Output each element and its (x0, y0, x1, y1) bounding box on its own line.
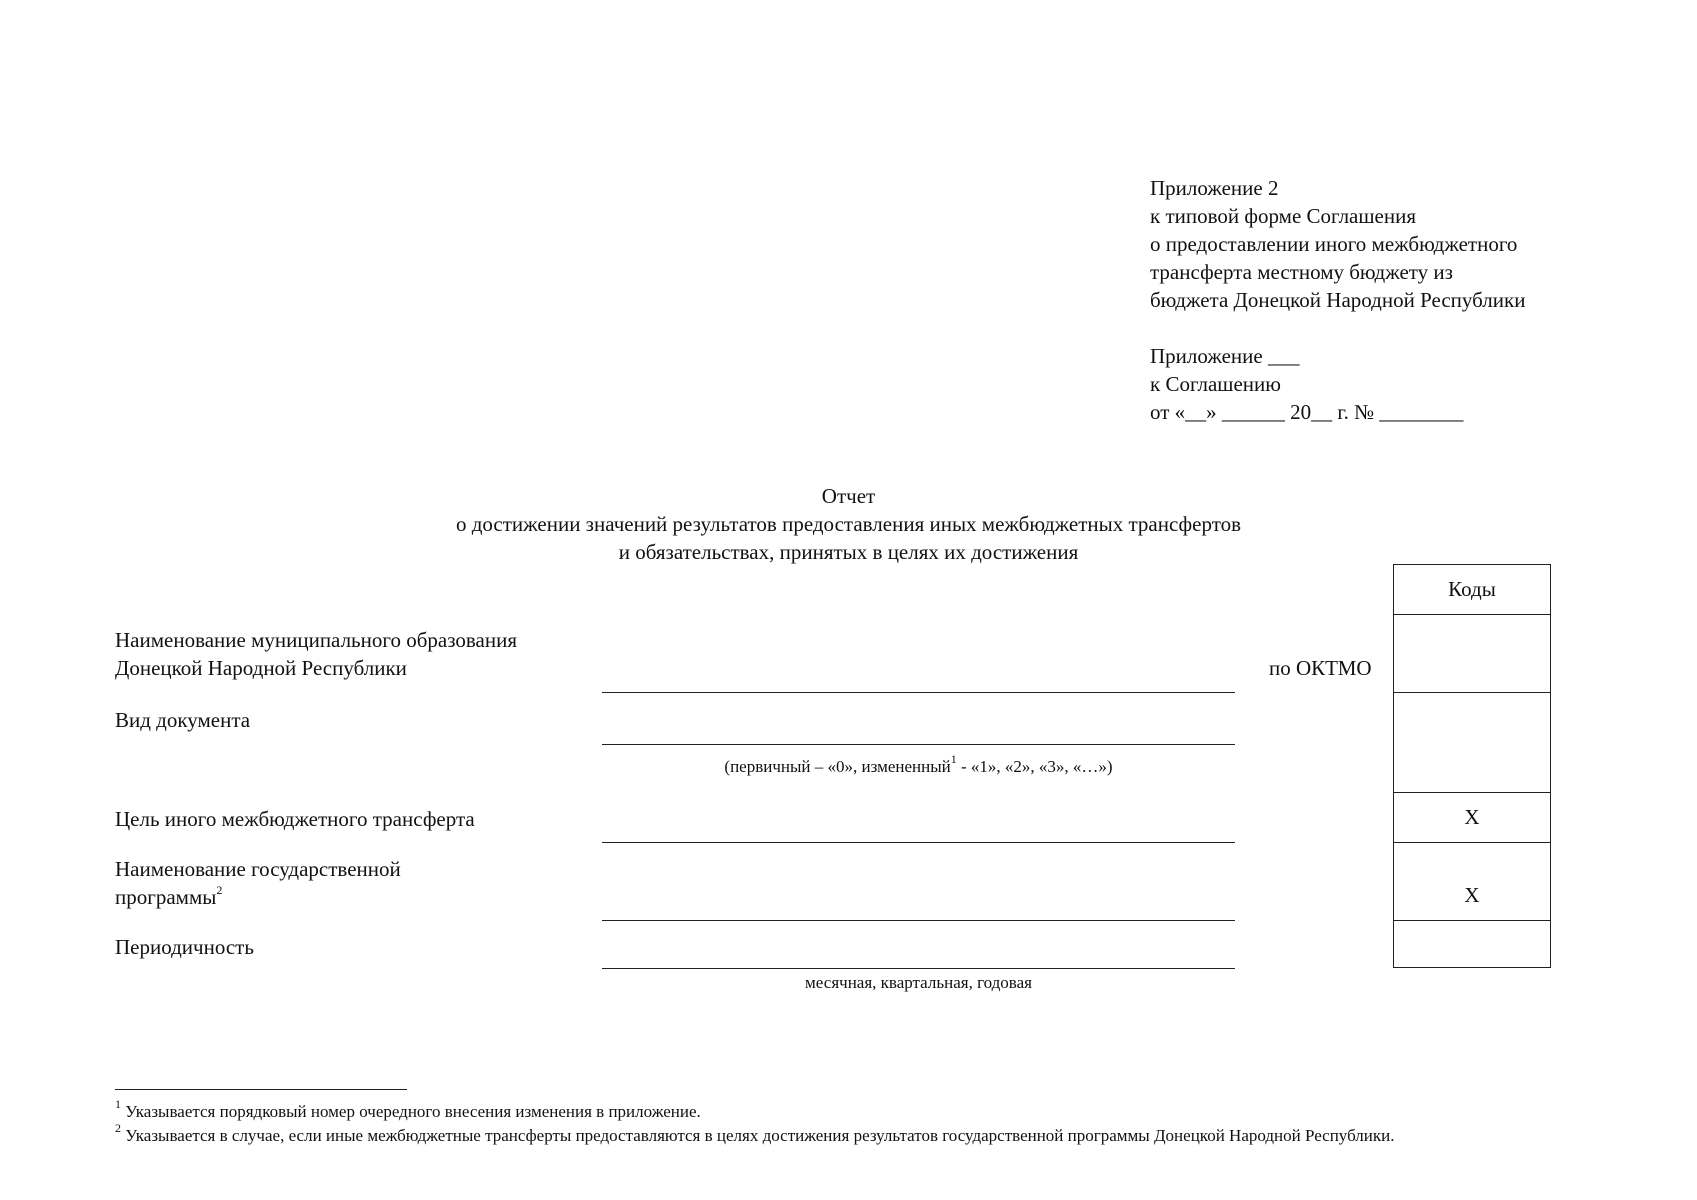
codes-header: Коды (1448, 577, 1496, 601)
footnote-2: $^2$ Указывается в случае, если иные межбюджетные трансферты предоставляются в целях достижения результатов государственной программы Донецкой Народной Республики. (115, 1121, 1395, 1145)
report-title (0, 482, 1697, 566)
report-title-line: о достижении значений результатов предоставления иных межбюджетных трансфертов (455, 512, 1242, 536)
purpose-label: Цель иного межбюджетного трансферта (115, 807, 475, 831)
appendix-line: о предоставлении иного межбюджетного (1150, 232, 1518, 256)
doc-type-code-cell[interactable] (1394, 692, 1550, 792)
doc-type-caption: (первичный – «0», измененный$^1$ - «1», «2», «3», «…») (724, 752, 1113, 776)
appendix-line: бюджета Донецкой Народной Республики (1150, 288, 1526, 312)
periodicity-label: Периодичность (115, 935, 254, 959)
appendix-header (1150, 174, 1630, 314)
program-label: Наименование государственной программы$^2$ (115, 857, 401, 909)
codes-table (1393, 564, 1551, 968)
oktmo-label: по ОКТМО (1269, 656, 1372, 680)
agreement-line: Приложение ___ (1150, 344, 1300, 368)
doc-type-label: Вид документа (115, 708, 251, 732)
agreement-reference (1150, 342, 1630, 426)
purpose-code-cell (1394, 792, 1550, 842)
footnote-divider (115, 1089, 407, 1090)
footnote-1: $^1$ Указывается порядковый номер очередного внесения изменения в приложение. (115, 1097, 701, 1121)
program-code: X (1464, 883, 1480, 907)
report-title-line: Отчет (821, 484, 876, 508)
appendix-line: трансферта местному бюджету из (1150, 260, 1453, 284)
periodicity-code-cell[interactable] (1394, 920, 1550, 968)
agreement-line: от «__» ______ 20__ г. № ________ (1150, 400, 1464, 424)
periodicity-caption: месячная, квартальная, годовая (805, 973, 1032, 992)
municipality-label: Наименование муниципального образования Донецкой Народной Республики (115, 628, 517, 680)
municipality-field[interactable] (602, 692, 1235, 693)
appendix-line: к типовой форме Соглашения (1150, 204, 1416, 228)
purpose-field[interactable] (602, 842, 1235, 843)
doc-type-field[interactable] (602, 744, 1235, 745)
oktmo-code-cell[interactable] (1394, 614, 1550, 692)
program-code-cell (1394, 842, 1550, 920)
purpose-code: X (1464, 805, 1480, 829)
appendix-line: Приложение 2 (1150, 176, 1279, 200)
agreement-line: к Соглашению (1150, 372, 1281, 396)
periodicity-field[interactable] (602, 968, 1235, 969)
program-field[interactable] (602, 920, 1235, 921)
report-title-line: и обязательствах, принятых в целях их достижения (618, 540, 1079, 564)
